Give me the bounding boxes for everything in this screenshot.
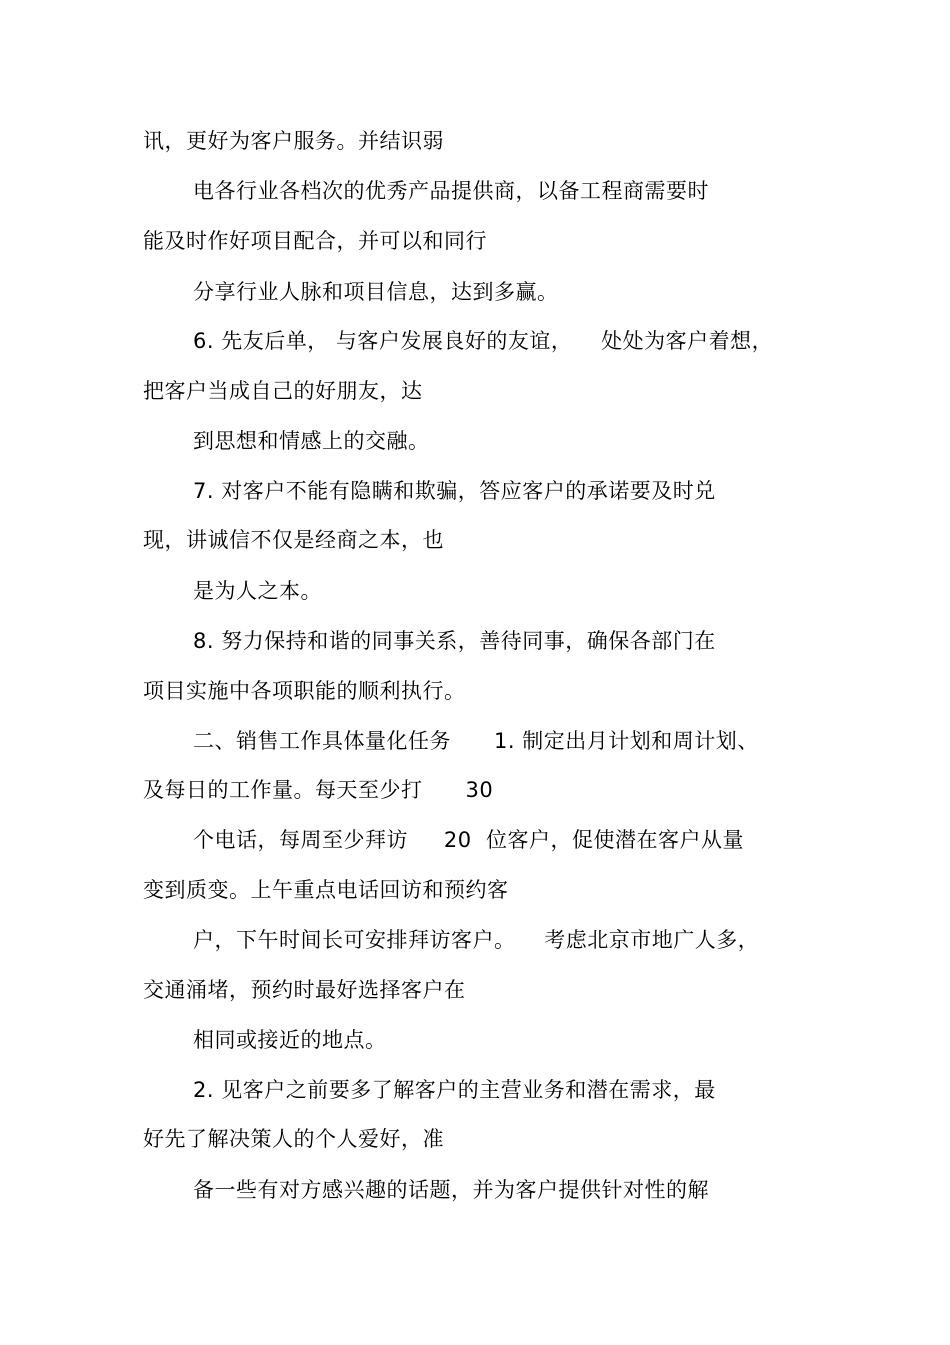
text-line-4: 分享行业人脉和项目信息，达到多赢。 [193, 280, 559, 304]
text-line-22: 备一些有对方感兴趣的话题，并为客户提供针对性的解 [193, 1178, 709, 1202]
text-line-10: 是为人之本。 [193, 579, 322, 603]
text-line-16: 变到质变。上午重点电话回访和预约客 [143, 878, 509, 902]
text-line-13: 二、销售工作具体量化任务 1. 制定出月计划和周计划、 [193, 729, 759, 753]
text-line-7: 到思想和情感上的交融。 [193, 429, 430, 453]
text-line-18: 交通涌堵，预约时最好选择客户在 [143, 978, 466, 1002]
text-line-5: 6. 先友后单， 与客户发展良好的友谊， 处处为客户着想， [193, 329, 774, 353]
text-line-17: 户，下午时间长可安排拜访客户。 考虑北京市地广人多， [193, 928, 760, 952]
text-line-2: 电各行业各档次的优秀产品提供商，以备工程商需要时 [193, 179, 709, 203]
text-line-15: 个电话，每周至少拜访 20 位客户，促使潜在客户从量 [193, 828, 744, 852]
text-line-21: 好先了解决策人的个人爱好，准 [143, 1127, 444, 1151]
text-line-11: 8. 努力保持和谐的同事关系，善待同事，确保各部门在 [193, 629, 716, 653]
text-line-8: 7. 对客户不能有隐瞒和欺骗，答应客户的承诺要及时兑 [193, 479, 716, 503]
text-line-6: 把客户当成自己的好朋友，达 [143, 379, 423, 403]
text-line-20: 2. 见客户之前要多了解客户的主营业务和潜在需求，最 [193, 1078, 716, 1102]
text-line-14: 及每日的工作量。每天至少打 30 [143, 778, 494, 802]
text-line-3: 能及时作好项目配合，并可以和同行 [143, 229, 487, 253]
text-line-19: 相同或接近的地点。 [193, 1028, 387, 1052]
text-line-1: 讯，更好为客户服务。并结识弱 [143, 129, 444, 153]
text-line-12: 项目实施中各项职能的顺利执行。 [143, 679, 466, 703]
text-line-9: 现，讲诚信不仅是经商之本，也 [143, 528, 444, 552]
